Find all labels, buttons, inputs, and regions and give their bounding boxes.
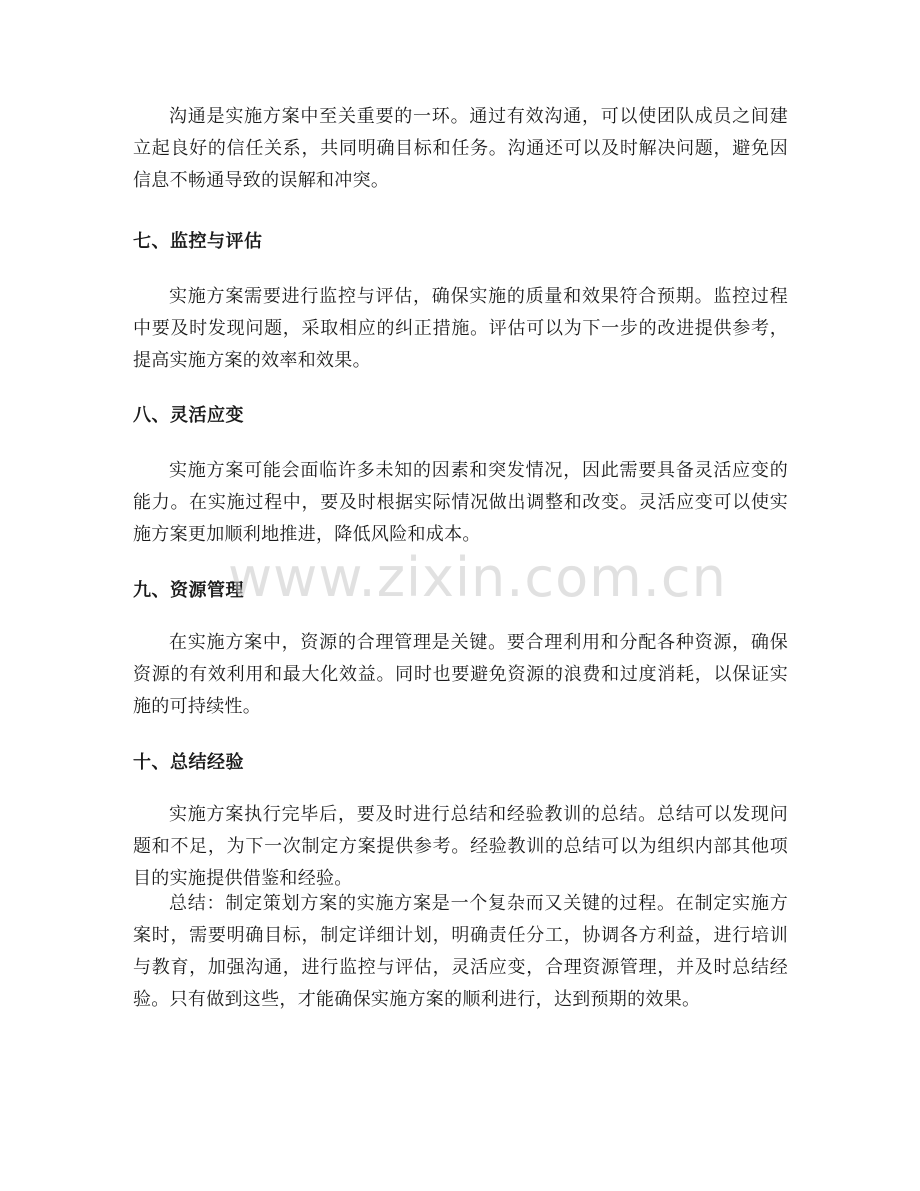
heading-flexible-response: 八、灵活应变	[133, 405, 244, 426]
heading-summarize-experience: 十、总结经验	[133, 752, 244, 773]
paragraph-summary: 总结：制定策划方案的实施方案是一个复杂而又关键的过程。在制定实施方案时，需要明确目标，制定详细计划，明确责任分工，协调各方利益，进行培训与教育，加强沟通，进行监控与评估，灵活应变，合理资源管理，并及时总结经验。只有做到这些，才能确保实施方案的顺利进行，达到预期的效果。	[133, 893, 788, 1010]
heading-resource-management: 九、资源管理	[133, 580, 244, 601]
paragraph-communication: 沟通是实施方案中至关重要的一环。通过有效沟通，可以使团队成员之间建立起良好的信任关系，共同明确目标和任务。沟通还可以及时解决问题，避免因信息不畅通导致的误解和冲突。	[133, 106, 788, 191]
paragraph-monitoring-evaluation: 实施方案需要进行监控与评估，确保实施的质量和效果符合预期。监控过程中要及时发现问题，采取相应的纠正措施。评估可以为下一步的改进提供参考，提高实施方案的效率和效果。	[133, 286, 788, 371]
paragraph-flexible-response: 实施方案可能会面临许多未知的因素和突发情况，因此需要具备灵活应变的能力。在实施过程中，要及时根据实际情况做出调整和改变。灵活应变可以使实施方案更加顺利地推进，降低风险和成本。	[133, 460, 788, 545]
paragraph-resource-management: 在实施方案中，资源的合理管理是关键。要合理利用和分配各种资源，确保资源的有效利用和最大化效益。同时也要避免资源的浪费和过度消耗，以保证实施的可持续性。	[133, 632, 788, 717]
heading-monitoring-evaluation: 七、监控与评估	[133, 231, 263, 252]
paragraph-summarize-experience: 实施方案执行完毕后，要及时进行总结和经验教训的总结。总结可以发现问题和不足，为下一次制定方案提供参考。经验教训的总结可以为组织内部其他项目的实施提供借鉴和经验。	[133, 804, 788, 889]
watermark-text: www.zixin.com.cn	[228, 546, 727, 609]
